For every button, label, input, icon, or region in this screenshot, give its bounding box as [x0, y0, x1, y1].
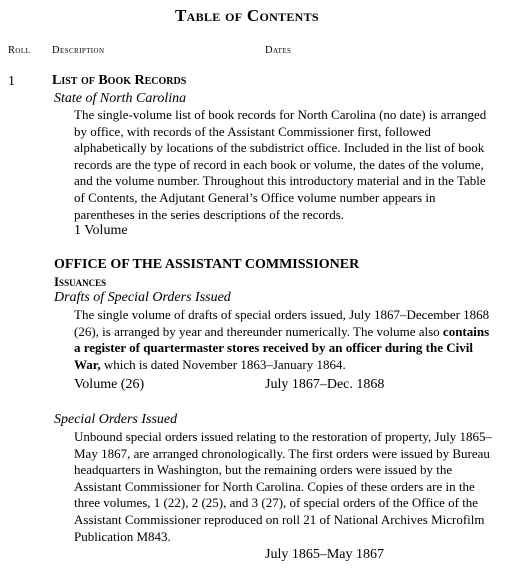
paragraph-line: [74, 357, 510, 374]
paragraph-line: The single-volume list of book records for North Carolina (no date) is arranged: [74, 107, 487, 122]
volume-label: Volume (26): [74, 377, 145, 392]
section-heading-book-records: List of Book Records: [52, 73, 187, 88]
paragraph-text: which is dated November 1863–January 1864.: [103, 356, 346, 372]
paragraph-line: Publication M843.: [74, 528, 171, 544]
paragraph-line: alphabetically by locations of the subdistrict office. Included in the list of book: [74, 140, 485, 156]
paragraph-line: headquarters in Washington, but the remaining orders were issued by the: [74, 462, 453, 478]
drafts-description: [74, 307, 510, 373]
book-records-description: [74, 107, 510, 223]
paragraph-line: by office, with records of the Assistant Commissioner first, followed: [74, 123, 431, 139]
subheading-issuances: Issuances: [54, 274, 107, 289]
volume-count: 1 Volume: [74, 223, 128, 238]
column-header-roll: Roll: [8, 45, 31, 56]
paragraph-line: May 1867, are arranged chronologically. The first orders were issued by Bureau: [74, 445, 490, 461]
series-title-special-orders: Special Orders Issued: [54, 412, 178, 427]
paragraph-line: The single volume of drafts of special orders issued, July 1867–December 1868: [74, 307, 490, 322]
paragraph-bold-text: contains: [442, 323, 490, 339]
paragraph-line: of Contents, the Adjutant General’s Office volume number appears in: [74, 189, 436, 205]
paragraph-line: Assistant Commissioner for North Carolina. Copies of these orders are in the: [74, 478, 475, 494]
paragraph-bold-text: a register of quartermaster stores received by an officer during the Civil: [74, 340, 473, 356]
special-orders-description: [74, 429, 510, 545]
paragraph-line: [74, 324, 510, 341]
roll-number: 1: [8, 74, 15, 89]
series-title-drafts: Drafts of Special Orders Issued: [54, 290, 231, 305]
column-header-dates: Dates: [265, 45, 292, 56]
date-range: July 1867–Dec. 1868: [265, 377, 385, 392]
paragraph-line: Unbound special orders issued relating to the restoration of property, July 1865–: [74, 429, 492, 444]
date-range: July 1865–May 1867: [265, 547, 384, 562]
subheading-state: State of North Carolina: [54, 91, 187, 106]
section-heading-office: OFFICE OF THE ASSISTANT COMMISSIONER: [54, 257, 360, 272]
paragraph-text: (26), is arranged by year and thereunder numerically. The volume also: [74, 323, 440, 339]
paragraph-line: [74, 340, 510, 357]
paragraph-line: three volumes, 1 (22), 2 (25), and 3 (27), of special orders of the Office of the: [74, 495, 479, 511]
page-title: Table of Contents: [175, 6, 319, 25]
column-header-description: Description: [52, 45, 105, 56]
paragraph-bold-text: War,: [74, 356, 101, 372]
paragraph-line: and the volume number. Throughout this introductory material and in the Table: [74, 173, 486, 189]
paragraph-line: parentheses in the series descriptions of the records.: [74, 206, 345, 222]
paragraph-line: records are the type of record in each book or volume, the dates of the volume,: [74, 156, 484, 172]
paragraph-line: Assistant Commissioner reproduced on roll 21 of National Archives Microfilm: [74, 511, 485, 527]
